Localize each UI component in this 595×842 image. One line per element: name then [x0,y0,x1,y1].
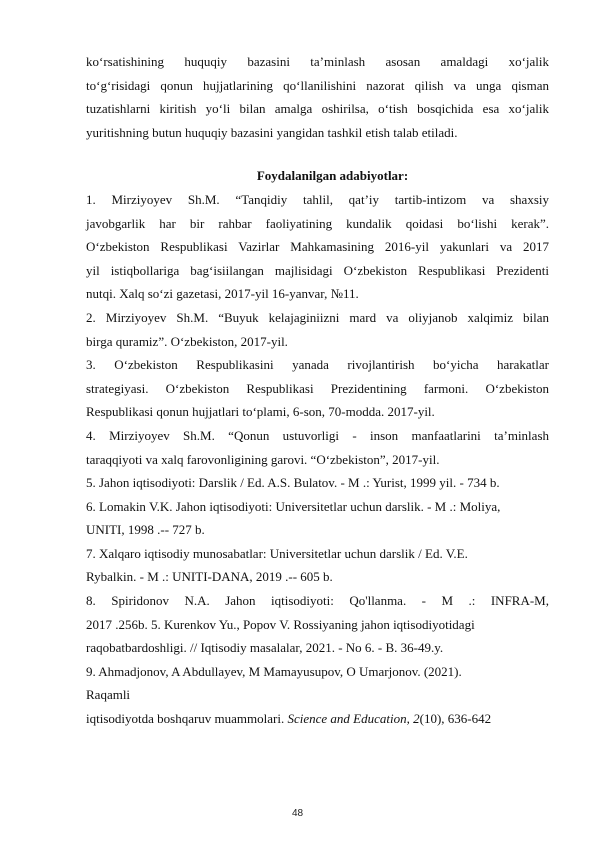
text-line: 6. Lomakin V.K. Jahon iqtisodiyoti: Universitetlar uchun darslik. - M .: Moliya, [86,498,501,514]
reference-item-9 [86,660,549,731]
reference-item-8 [86,589,549,660]
text-line: nutqi. Xalq so‘zi gazetasi, 2017-yil 16-yanvar, №11. [86,286,359,302]
text-line: O‘zbekiston Respublikasi Vazirlar Mahkamasining 2016-yil yakunlari va 2017 [86,239,549,255]
text-line: to‘g‘risidagi qonun hujjatlarining qo‘llanilishini nazorat qilish va unga qisman [86,77,549,93]
text-line: yuritishning butun huquqiy bazasini yangidan tashkil etish talab etiladi. [86,124,458,140]
text-line: 2017 .256b. 5. Kurenkov Yu., Popov V. Rossiyaning jahon iqtisodiyotidagi [86,616,475,632]
text-line: 7. Xalqaro iqtisodiy munosabatlar: Universitetlar uchun darslik / Ed. V.E. [86,545,468,561]
text-line: birga quramiz”. O‘zbekiston, 2017-yil. [86,333,288,349]
references-heading: Foydalanilgan adabiyotlar: [256,168,409,184]
text-line: Rybalkin. - M .: UNITI-DANA, 2019 .-- 605 b. [86,569,333,585]
references-list [86,188,549,731]
text-line: tuzatishlarni kiritish yo‘li bilan amalga oshirilsa, o‘tish bosqichida esa xo‘jalik [86,101,549,117]
citation-text: iqtisodiyotda boshqaruv muammolari. [86,711,288,727]
text-line: Raqamli [86,687,131,703]
journal-title: Science and Education, 2 [287,711,420,727]
text-line: strategiyasi. O‘zbekiston Respublikasi Prezidentining farmoni. O‘zbekiston [86,380,549,396]
reference-item-7 [86,542,549,589]
reference-item-2 [86,306,549,353]
text-line: Respublikasi qonun hujjatlari to‘plami, 6-son, 70-modda. 2017-yil. [86,404,435,420]
reference-item-5 [86,471,549,495]
intro-paragraph [86,50,549,144]
reference-item-4 [86,424,549,471]
page-number: 48 [291,808,304,819]
text-line: 1. Mirziyoyev Sh.M. “Tanqidiy tahlil, qat’iy tartib-intizom va shaxsiy [86,191,549,207]
reference-item-1 [86,188,549,306]
text-line: ko‘rsatishining huquqiy bazasini ta’minlash asosan amaldagi xo‘jalik [86,54,549,69]
document-page [86,50,549,731]
text-line: 5. Jahon iqtisodiyoti: Darslik / Ed. A.S. Bulatov. - M .: Yurist, 1999 yil. - 734 b. [86,475,500,491]
text-line: 8. Spiridonov N.A. Jahon iqtisodiyoti: Qo'llanma. - M .: INFRA-M, [86,593,549,609]
text-line: raqobatbardoshligi. // Iqtisodiy masalalar, 2021. - No 6. - B. 36-49.y. [86,640,444,656]
reference-item-3 [86,353,549,424]
text-line: yil istiqbollariga bag‘isiilangan majlisidagi O‘zbekiston Respublikasi Prezidenti [86,262,549,278]
text-line: javobgarlik har bir rahbar faoliyatining kundalik qoidasi bo‘lishi kerak”. [86,215,549,231]
text-line: 4. Mirziyoyev Sh.M. “Qonun ustuvorligi - inson manfaatlarini ta’minlash [86,427,549,443]
citation-issue: (10), 636-642 [419,711,492,727]
text-line: 2. Mirziyoyev Sh.M. “Buyuk kelajaginiizni mard va oliyjanob xalqimiz bilan [86,309,549,325]
reference-item-6 [86,495,549,542]
text-line: UNITI, 1998 .-- 727 b. [86,522,205,538]
text-line: 9. Ahmadjonov, A Abdullayev, M Mamayusupov, O Umarjonov. (2021). [86,663,462,679]
text-line: taraqqiyoti va xalq farovonligining garovi. “O‘zbekiston”, 2017-yil. [86,451,440,467]
text-line: 3. O‘zbekiston Respublikasini yanada rivojlantirish bo‘yicha harakatlar [86,357,549,373]
text-line [86,707,549,731]
